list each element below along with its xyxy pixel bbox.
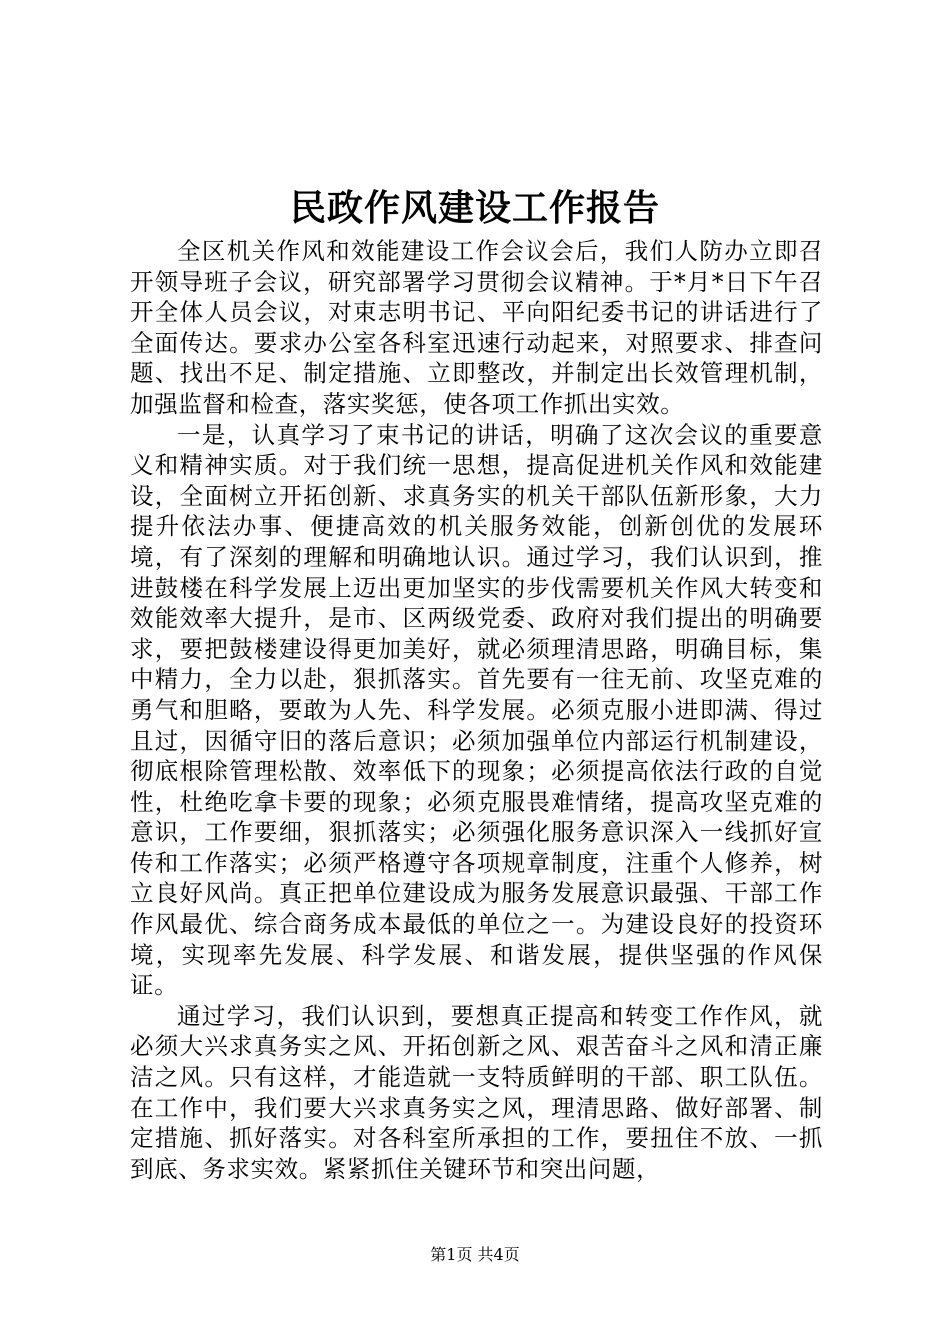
paragraph-3: 通过学习，我们认识到，要想真正提高和转变工作作风，就必须大兴求真务实之风、开拓创新之风、艰苦奋斗之风和清正廉洁之风。只有这样，才能造就一支特质鲜明的干部、职工队伍。在工作中，我们要大兴求真务实之风，理清思路、做好部署、制定措施、抓好落实。对各科室所承担的工作，要扭住不放、一抓到底、务求实效。紧紧抓住关键环节和突出问题， — [130, 1001, 823, 1183]
page-title: 民政作风建设工作报告 — [289, 187, 660, 229]
page-number-footer: 第1页 共4页 — [430, 1245, 520, 1264]
paragraph-1: 全区机关作风和效能建设工作会议会后，我们人防办立即召开领导班子会议，研究部署学习贯彻会议精神。于*月*日下午召开全体人员会议，对束志明书记、平向阳纪委书记的讲话进行了全面传达。要求办公室各科室迅速行动起来，对照要求、排查问题、找出不足、制定措施、立即整改，并制定出长效管理机制，加强监督和检查，落实奖惩，使各项工作抓出实效。 — [130, 237, 823, 418]
document-body — [130, 236, 823, 1184]
paragraph-2: 一是，认真学习了束书记的讲话，明确了这次会议的重要意义和精神实质。对于我们统一思想，提高促进机关作风和效能建设，全面树立开拓创新、求真务实的机关干部队伍新形象，大力提升依法办事、便捷高效的机关服务效能，创新创优的发展环境，有了深刻的理解和明确地认识。通过学习，我们认识到，推进鼓楼在科学发展上迈出更加坚实的步伐需要机关作风大转变和效能效率大提升，是市、区两级党委、政府对我们提出的明确要求，要把鼓楼建设得更加美好，就必须理清思路，明确目标，集中精力，全力以赴，狠抓落实。首先要有一往无前、攻坚克难的勇气和胆略，要敢为人先、科学发展。必须克服小进即满、得过且过，因循守旧的落后意识；必须加强单位内部运行机制建设，彻底根除管理松散、效率低下的现象；必须提高依法行政的自觉性，杜绝吃拿卡要的现象；必须克服畏难情绪，提高攻坚克难的意识，工作要细，狠抓落实；必须强化服务意识深入一线抓好宣传和工作落实；必须严格遵守各项规章制度，注重个人修养，树立良好风尚。真正把单位建设成为服务发展意识最强、干部工作作风最优、综合商务成本最低的单位之一。为建设良好的投资环境，实现率先发展、科学发展、和谐发展，提供坚强的作风保证。 — [130, 420, 823, 1000]
